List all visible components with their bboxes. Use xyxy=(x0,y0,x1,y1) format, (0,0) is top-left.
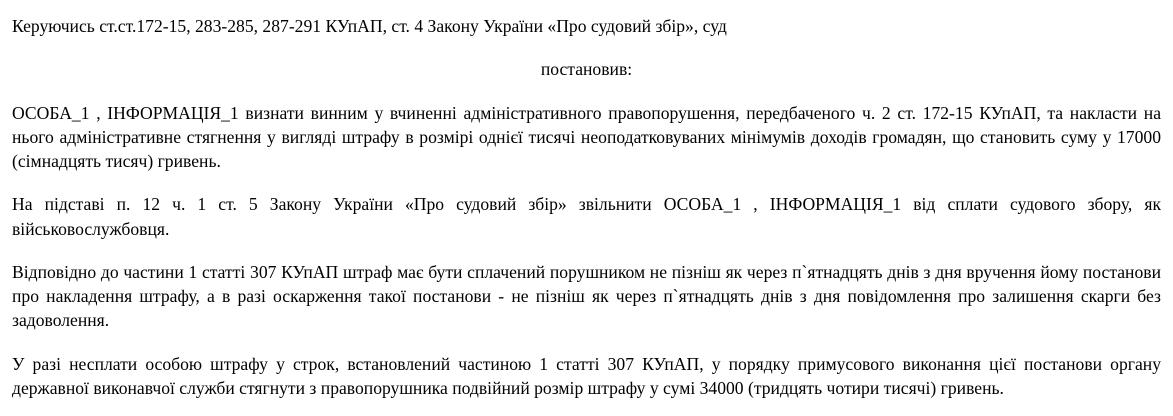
ruling-heading: постановив: xyxy=(540,59,633,80)
paragraph-decision-4: У разі несплати особою штрафу у строк, встановлений частиною 1 статті 307 КУпАП, у порядку примусового виконання цієї постанови органу державної виконавчої служби стягнути з правопорушника подвійний розмір штрафу у сумі 34000 (тридцять чотири тисячі) гривень. xyxy=(12,353,1161,398)
paragraph-decision-1: ОСОБА_1 , ІНФОРМАЦІЯ_1 визнати винним у вчиненні адміністративного правопорушення, передбаченого ч. 2 ст. 172-15 КУпАП, та накласти на нього адміністративне стягнення у вигляді штрафу в розмірі однієї тисячі неоподатковуваних мінімумів доходів громадян, що становить суму у 17000 (сімнадцять тисяч) гривень. xyxy=(12,102,1161,172)
paragraph-decision-2: На підставі п. 12 ч. 1 ст. 5 Закону України «Про судовий збір» звільнити ОСОБА_1 , ІНФОРМАЦІЯ_1 від сплати судового збору, як військовослужбовця. xyxy=(12,194,1161,239)
paragraph-decision-3: Відповідно до частини 1 статті 307 КУпАП штраф має бути сплачений порушником не пізніш як через п`ятнадцять днів з дня вручення йому постанови про накладення штрафу, а в разі оскарження такої постанови - не пізніш як через п`ятнадцять днів з дня повідомлення про залишення скарги без задоволення. xyxy=(12,261,1161,331)
paragraph-intro: Керуючись ст.ст.172-15, 283-285, 287-291 КУпАП, ст. 4 Закону України «Про судовий збір», суд xyxy=(12,16,727,36)
